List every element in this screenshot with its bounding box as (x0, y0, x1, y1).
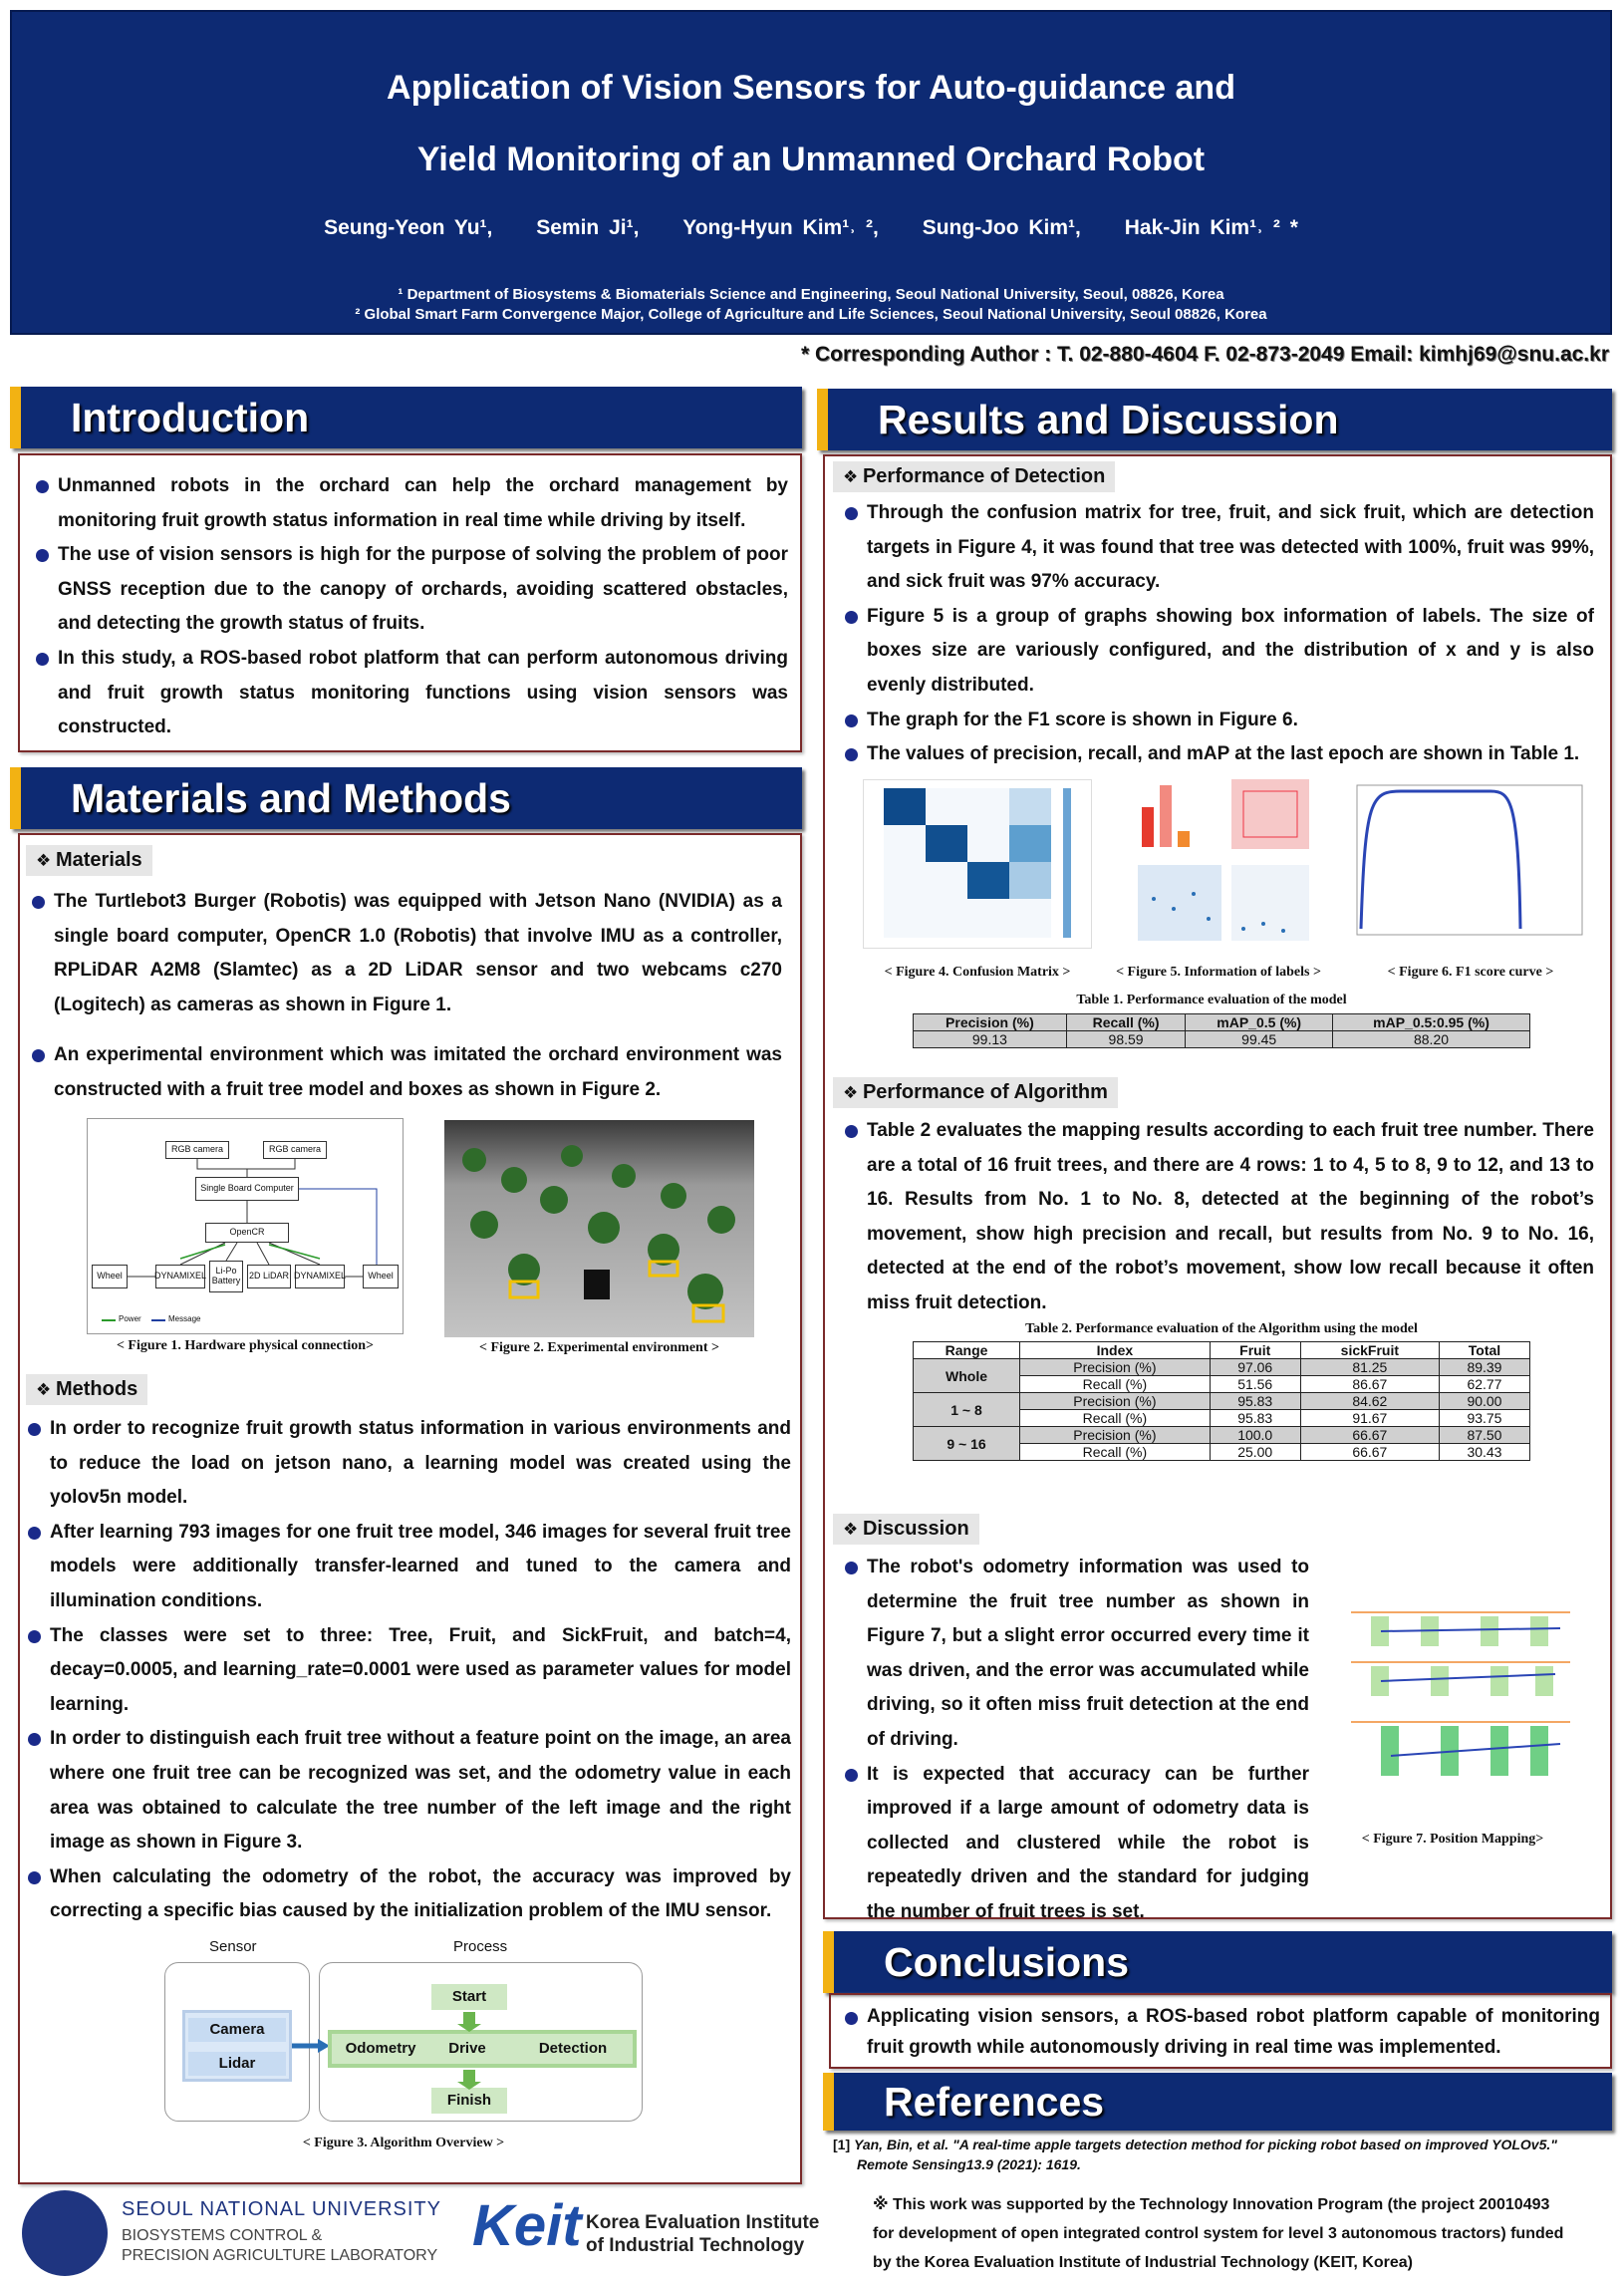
confusion-matrix-image (864, 780, 1093, 950)
title-line-2: Yield Monitoring of an Unmanned Orchard Robot (416, 141, 1206, 178)
methods-subtitle: ❖ Methods (26, 1374, 147, 1405)
table-1-caption: Table 1. Performance evaluation of the model (1076, 993, 1347, 1007)
lab-name-line: BIOSYSTEMS CONTROL & (122, 2227, 323, 2244)
keit-logo: Keit (472, 2193, 582, 2258)
range-cell: Whole (914, 1359, 1020, 1393)
table-cell: 97.06 (1210, 1359, 1300, 1376)
table-cell: 99.45 (1186, 1031, 1333, 1048)
acknowledgement (873, 2190, 1610, 2277)
lab-name-line: PRECISION AGRICULTURE LABORATORY (122, 2247, 438, 2264)
reference-text: Yan, Bin, et al. "A real-time apple targets detection method for picking robot based on improved YOLOv5." (854, 2137, 1557, 2152)
rgb-camera-node: RGB camera (263, 1141, 327, 1159)
table-cell: 99.13 (914, 1031, 1067, 1048)
keit-name-line: Korea Evaluation Institute (586, 2212, 820, 2233)
table-cell: 90.00 (1439, 1393, 1529, 1410)
wheel-node: Wheel (92, 1265, 128, 1288)
position-mapping-image (1321, 1576, 1584, 1826)
methods-bullet: In order to recognize fruit growth status information in various environments and to reduce the load on jetson nano, a learning model was created using the yolov5n model. (26, 1412, 791, 1516)
figure-2-environment-photo (444, 1120, 754, 1337)
title-line-1: Application of Vision Sensors for Auto-guidance and (387, 69, 1235, 107)
snu-name: SEOUL NATIONAL UNIVERSITY (122, 2198, 441, 2220)
connection-lines (88, 1119, 405, 1335)
results-bullet: The robot's odometry information was used to determine the fruit tree number as shown in Figure 7, but a slight error occurred every time it was driven, and the error was accumulated while driving, so it often miss fruit detection at the end of driving. (843, 1551, 1309, 1758)
ack-line: ※ This work was supported by the Technology Innovation Program (the project 20010493 (873, 2196, 1550, 2213)
author: Seung-Yeon Yu¹, (324, 216, 493, 239)
figure-7-caption: < Figure 7. Position Mapping> (1361, 1832, 1544, 1847)
detection-node: Detection (538, 2040, 608, 2057)
table-cell: Precision (%) (1020, 1393, 1211, 1410)
methods-list (26, 1412, 791, 1929)
discussion-list (843, 1551, 1309, 1930)
affiliations (12, 285, 1610, 325)
author: Sung-Joo Kim¹, (922, 216, 1081, 239)
dynamixel-node: DYNAMIXEL (155, 1265, 205, 1288)
materials-bullet: The Turtlebot3 Burger (Robotis) was equipped with Jetson Nano (NVIDIA) as a single board computer, OpenCR 1.0 (Robotis) that involve IMU as a controller, RPLiDAR A2M8 (Slamtec) as a 2D LiDAR sensor and two webcams c270 (Logitech) as cameras as shown in Figure 1. (30, 885, 782, 1022)
table-header: mAP_0.5:0.95 (%) (1333, 1014, 1530, 1031)
author-list (12, 216, 1610, 240)
conclusions-header (823, 1931, 1612, 1993)
poster-header (10, 10, 1612, 335)
results-bullet: Through the confusion matrix for tree, fruit, and sick fruit, which are detection targets in Figure 4, it was found that tree was detected with 100%, fruit was 99%, and sick fruit was 97% accuracy. (843, 496, 1594, 600)
figure-4-confusion-matrix (863, 779, 1092, 949)
odometry-node: Odometry (345, 2040, 416, 2057)
table-2-caption: Table 2. Performance evaluation of the Algorithm using the model (1025, 1321, 1418, 1336)
methods-header (10, 767, 802, 829)
author: Semin Ji¹, (536, 216, 640, 239)
table-header: Range (914, 1342, 1020, 1359)
camera-node: Camera (188, 2018, 286, 2042)
table-cell: Precision (%) (1020, 1359, 1211, 1376)
table-cell: 30.43 (1439, 1444, 1529, 1461)
table-header: sickFruit (1300, 1342, 1439, 1359)
table-header: Total (1439, 1342, 1529, 1359)
section-title: Introduction (71, 394, 310, 440)
figure-2-caption: < Figure 2. Experimental environment > (479, 1340, 719, 1355)
materials-bullet: An experimental environment which was imitated the orchard environment was constructed with a fruit tree model and boxes as shown in Figure 2. (30, 1038, 782, 1107)
table-cell: Recall (%) (1020, 1410, 1211, 1427)
author: Yong-Hyun Kim¹˒ ², (682, 216, 879, 239)
table-cell: 95.83 (1210, 1410, 1300, 1427)
table-header: mAP_0.5 (%) (1186, 1014, 1333, 1031)
sensor-label: Sensor (209, 1938, 257, 1955)
author: Hak-Jin Kim¹˒ ² * (1124, 216, 1298, 239)
figure-6-f1-curve (1341, 779, 1590, 949)
label-info-image (1124, 779, 1323, 949)
algorithm-subtitle: ❖ Performance of Algorithm (833, 1077, 1118, 1108)
keit-name-line: of Industrial Technology (586, 2235, 805, 2256)
affiliation-1: ¹ Department of Biosystems & Biomaterials Science and Engineering, Seoul National University, Seoul, 08826, Korea (398, 286, 1224, 303)
figure-4-caption: < Figure 4. Confusion Matrix > (884, 965, 1071, 980)
reference-entry (833, 2135, 1610, 2174)
results-bullet: The graph for the F1 score is shown in Figure 6. (843, 704, 1594, 738)
references-header (823, 2073, 1612, 2131)
figure-1-hardware-diagram (87, 1118, 404, 1334)
discussion-subtitle: ❖ Discussion (833, 1514, 979, 1545)
methods-bullet: In order to distinguish each fruit tree without a feature point on the image, an area where one fruit tree can be recognized was set, and the odometry value in each area was obtained to calculate the tree number of the left image and the right image as shown in Figure 3. (26, 1722, 791, 1859)
process-label: Process (453, 1938, 508, 1955)
intro-bullet: The use of vision sensors is high for the purpose of solving the problem of poor GNSS reception due to the canopy of orchards, avoiding scattered obstacles, and detecting the growth status of fruits. (34, 538, 788, 642)
intro-box (18, 453, 802, 752)
table-cell: 95.83 (1210, 1393, 1300, 1410)
intro-header (10, 387, 802, 448)
materials-subtitle: ❖ Materials (26, 845, 152, 876)
corresponding-author: * Corresponding Author : T. 02-880-4604 F. 02-873-2049 Email: kimhj69@snu.ac.kr (801, 343, 1609, 366)
detection-list (843, 496, 1594, 772)
results-header (817, 389, 1612, 450)
results-bullet: Figure 5 is a group of graphs showing box information of labels. The size of boxes size are variously configured, and the distribution of x and y is also evenly distributed. (843, 600, 1594, 704)
reference-number: [1] (833, 2137, 851, 2152)
legend-power: Power (119, 1314, 141, 1323)
intro-bullet: In this study, a ROS-based robot platform that can perform autonomous driving and fruit growth status monitoring functions using vision sensors was constructed. (34, 642, 788, 745)
figure-3-caption: < Figure 3. Algorithm Overview > (302, 2136, 505, 2150)
drive-node: Drive (448, 2040, 486, 2057)
wheel-node: Wheel (363, 1265, 399, 1288)
table-cell: 98.59 (1066, 1031, 1186, 1048)
snu-emblem-icon (22, 2190, 108, 2276)
lab-name (122, 2226, 437, 2266)
table-cell: 93.75 (1439, 1410, 1529, 1427)
table-cell: Recall (%) (1020, 1376, 1211, 1393)
figure-1-caption: < Figure 1. Hardware physical connection> (116, 1338, 375, 1353)
poster-title (12, 52, 1610, 195)
table-cell: 62.77 (1439, 1376, 1529, 1393)
section-title: Materials and Methods (71, 774, 511, 821)
section-title: Results and Discussion (878, 396, 1339, 442)
figure-7-position-mapping (1321, 1576, 1584, 1826)
methods-bullet: When calculating the odometry of the robot, the accuracy was improved by correcting a specific bias caused by the initialization problem of the IMU sensor. (26, 1860, 791, 1929)
table-cell: Precision (%) (1020, 1427, 1211, 1444)
results-bullet: It is expected that accuracy can be further improved if a large amount of odometry data is collected and clustered while the robot is repeatedly driven and the standard for judging the number of fruit trees is set. (843, 1758, 1309, 1930)
table-cell: 66.67 (1300, 1444, 1439, 1461)
table-cell: 84.62 (1300, 1393, 1439, 1410)
table-2 (913, 1341, 1530, 1461)
table-header: Fruit (1210, 1342, 1300, 1359)
orchard-scene-image (444, 1120, 754, 1337)
figure-3-algorithm-overview (164, 1938, 643, 2155)
section-title: References (884, 2078, 1105, 2125)
table-cell: 81.25 (1300, 1359, 1439, 1376)
range-cell: 9 ~ 16 (914, 1427, 1020, 1461)
start-node: Start (431, 1984, 507, 2010)
results-bullet: Table 2 evaluates the mapping results according to each fruit tree number. There are a total of 16 fruit trees, and there are 4 rows: 1 to 4, 5 to 8, 9 to 12, and 13 to 16. Results from No. 1 to No. 8, detected at the beginning of the robot’s movement, show high precision and recall, but results from No. 9 to No. 16, detected at the end of the robot’s movement, show low recall because it often miss fruit detection. (843, 1114, 1594, 1321)
range-cell: 1 ~ 8 (914, 1393, 1020, 1427)
conclusions-box (829, 1993, 1612, 2069)
table-cell: 91.67 (1300, 1410, 1439, 1427)
table-cell: 66.67 (1300, 1427, 1439, 1444)
opencr-node: OpenCR (205, 1223, 289, 1243)
table-cell: 86.67 (1300, 1376, 1439, 1393)
methods-bullet: After learning 793 images for one fruit tree model, 346 images for several fruit tree models were additionally transfer-learned and tuned to the camera and illumination conditions. (26, 1516, 791, 1619)
table-header: Index (1020, 1342, 1211, 1359)
figure-5-label-info (1124, 779, 1323, 949)
keit-name (586, 2211, 819, 2257)
materials-list (30, 885, 782, 1108)
table-cell: 51.56 (1210, 1376, 1300, 1393)
battery-node: Li-Po Battery (209, 1261, 243, 1292)
process-arrows (164, 1938, 643, 2128)
detection-subtitle: ❖ Performance of Detection (833, 461, 1115, 492)
sbc-node: Single Board Computer (195, 1177, 299, 1201)
methods-bullet: The classes were set to three: Tree, Fruit, and SickFruit, and batch=4, decay=0.0005, and learning_rate=0.0001 were used as parameter values for model learning. (26, 1619, 791, 1723)
affiliation-2: ² Global Smart Farm Convergence Major, College of Agriculture and Life Sciences, Seoul National University, Seoul 08826, Korea (355, 306, 1267, 323)
ack-line: for development of open integrated control system for level 3 autonomous tractors) funded (873, 2225, 1564, 2242)
conclusion-bullet: Applicating vision sensors, a ROS-based robot platform capable of monitoring fruit growth while autonomously driving in real time was implemented. (843, 2001, 1600, 2063)
dynamixel-node: DYNAMIXEL (295, 1265, 345, 1288)
legend-message: Message (168, 1314, 201, 1323)
lidar-node: 2D LiDAR (247, 1265, 291, 1288)
rgb-camera-node: RGB camera (165, 1141, 229, 1159)
ack-line: by the Korea Evaluation Institute of Industrial Technology (KEIT, Korea) (873, 2254, 1413, 2271)
table-1 (913, 1013, 1530, 1048)
table-cell: 100.0 (1210, 1427, 1300, 1444)
table-cell: Recall (%) (1020, 1444, 1211, 1461)
intro-bullet: Unmanned robots in the orchard can help the orchard management by monitoring fruit growth status information in real time while driving by itself. (34, 469, 788, 538)
algorithm-list (843, 1114, 1594, 1321)
table-cell: 88.20 (1333, 1031, 1530, 1048)
reference-source: Remote Sensing13.9 (2021): 1619. (857, 2156, 1081, 2172)
table-cell: 25.00 (1210, 1444, 1300, 1461)
figure-6-caption: < Figure 6. F1 score curve > (1387, 965, 1554, 980)
f1-curve-image (1341, 779, 1590, 949)
section-title: Conclusions (884, 1938, 1130, 1985)
finish-node: Finish (431, 2088, 507, 2114)
results-bullet: The values of precision, recall, and mAP at the last epoch are shown in Table 1. (843, 737, 1594, 772)
figure-5-caption: < Figure 5. Information of labels > (1116, 965, 1321, 980)
table-header: Recall (%) (1066, 1014, 1186, 1031)
table-header: Precision (%) (914, 1014, 1067, 1031)
table-cell: 89.39 (1439, 1359, 1529, 1376)
table-cell: 87.50 (1439, 1427, 1529, 1444)
lidar-node: Lidar (188, 2052, 286, 2076)
